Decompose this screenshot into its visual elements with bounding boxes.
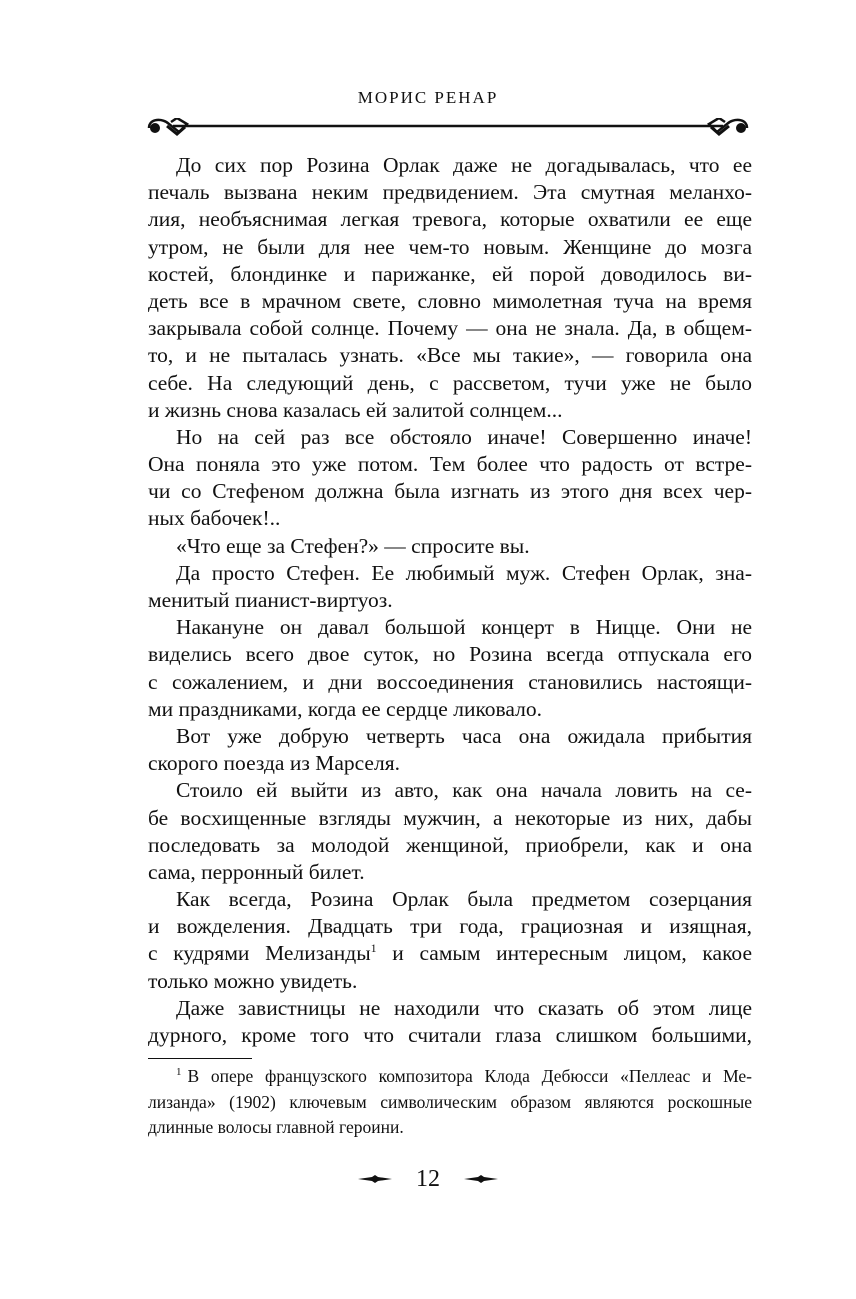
line-text: Да просто Стефен. Ее любимый муж. Стефен Орлак, зна-: [176, 560, 752, 585]
line-text: Накануне он давал большой концерт в Ницце. Они не: [176, 615, 752, 640]
text-line: [148, 750, 752, 777]
body-text: [148, 152, 752, 1049]
line-text: утром, не были для нее чем-то новым. Женщине до мозга: [148, 234, 752, 259]
text-line: [148, 1022, 752, 1049]
text-line: [148, 505, 752, 532]
line-text: Она поняла это уже потом. Тем более что радость от встре-: [148, 452, 752, 477]
text-line: [148, 805, 752, 832]
line-text: печаль вызвана неким предвидением. Эта смутная меланхо-: [148, 180, 752, 205]
line-text: Но на сей раз все обстояло иначе! Совершенно иначе!: [176, 424, 752, 449]
line-text: с кудрями Мелизанды: [148, 941, 371, 966]
line-text: скорого поезда из Марселя.: [148, 751, 400, 776]
footnote-text: В опере французского композитора Клода Дебюсси «Пеллеас и Ме-: [187, 1066, 752, 1086]
text-line: [148, 641, 752, 668]
footnote-separator: [148, 1058, 252, 1059]
footnote-line: [148, 1064, 752, 1090]
text-line: [148, 397, 752, 424]
text-line: [148, 478, 752, 505]
text-line: [148, 587, 752, 614]
text-line: [148, 342, 752, 369]
footnote-line: [148, 1115, 752, 1141]
line-text: деть все в мрачном свете, словно мимолетная туча на время: [148, 288, 752, 313]
line-text: Как всегда, Розина Орлак была предметом созерцания: [176, 887, 752, 912]
footnote-marker: 1: [176, 1066, 182, 1078]
line-text: последовать за молодой женщиной, приобрели, как и она: [148, 832, 752, 857]
text-line: [148, 968, 752, 995]
line-text: дурного, кроме того что считали глаза слишком большими,: [148, 1023, 752, 1047]
line-text: закрывала собой солнце. Почему — она не знала. Да, в общем-: [148, 316, 752, 341]
text-line: [148, 832, 752, 859]
text-line: [148, 424, 752, 451]
text-line: [148, 723, 752, 750]
footnote-reference: 1: [370, 941, 377, 956]
line-text: сама, перронный билет.: [148, 859, 365, 884]
line-text: «Что еще за Стефен?» — спросите вы.: [176, 533, 530, 558]
text-line: [148, 940, 752, 967]
line-text: только можно увидеть.: [148, 968, 358, 993]
text-line: [148, 370, 752, 397]
text-line: [148, 533, 752, 560]
line-text: себе. На следующий день, с рассветом, тучи уже не было: [148, 370, 752, 395]
footnote: [148, 1064, 752, 1141]
text-line: [148, 777, 752, 804]
text-line: [148, 614, 752, 641]
line-text: бе восхищенные взгляды мужчин, а некоторые из них, дабы: [148, 805, 752, 830]
text-line: [148, 315, 752, 342]
footnote-line: [148, 1090, 752, 1116]
text-line: [148, 152, 752, 179]
text-line: [148, 859, 752, 886]
page-number: 12: [416, 1165, 440, 1192]
text-line: [148, 451, 752, 478]
text-line: [148, 261, 752, 288]
line-text: Вот уже добрую четверть часа она ожидала прибытия: [176, 723, 752, 748]
line-text: Стоило ей выйти из авто, как она начала ловить на се-: [176, 778, 752, 803]
running-head-author: МОРИС РЕНАР: [357, 88, 499, 107]
text-line: [148, 560, 752, 587]
line-text: лия, необъяснимая легкая тревога, которые охватили ее еще: [148, 207, 752, 232]
text-line: [148, 696, 752, 723]
line-text: и вожделения. Двадцать три года, грациозная и изящная,: [148, 914, 752, 939]
line-text: До сих пор Розина Орлак даже не догадывалась, что ее: [176, 153, 752, 177]
line-text: и жизнь снова казалась ей залитой солнцем...: [148, 397, 563, 422]
line-text: менитый пианист-виртуоз.: [148, 588, 393, 612]
header-ornament-rule: [145, 118, 751, 138]
text-line: [148, 234, 752, 261]
text-line: [148, 669, 752, 696]
line-text: виделись всего двое суток, но Розина всегда отпускала его: [148, 642, 752, 667]
text-line: [148, 995, 752, 1022]
line-text: Даже завистницы не находили что сказать об этом лице: [176, 995, 752, 1020]
line-text: ных бабочек!..: [148, 506, 281, 531]
text-line: [148, 886, 752, 913]
text-line: [148, 179, 752, 206]
text-line: [148, 288, 752, 315]
footnote-text: лизанда» (1902) ключевым символическим образом являются роскошные: [148, 1091, 752, 1112]
footnote-text: длинные волосы главной героини.: [148, 1117, 404, 1137]
page-folio: [0, 1165, 856, 1193]
line-text: то, и не пыталась узнать. «Все мы такие», — говорила она: [148, 343, 752, 368]
line-text-continued: и самым интересным лицом, какое: [376, 941, 752, 966]
right-dash-ornament: [464, 1175, 498, 1183]
text-line: [148, 206, 752, 233]
line-text: костей, блондинке и парижанке, ей порой доводилось ви-: [148, 261, 752, 286]
line-text: ми праздниками, когда ее сердце ликовало.: [148, 696, 543, 721]
left-dash-ornament: [358, 1175, 392, 1183]
text-line: [148, 913, 752, 940]
line-text: с сожалением, и дни воссоединения становились настоящи-: [148, 669, 752, 694]
line-text: чи со Стефеном должна была изгнать из этого дня всех чер-: [148, 479, 752, 504]
